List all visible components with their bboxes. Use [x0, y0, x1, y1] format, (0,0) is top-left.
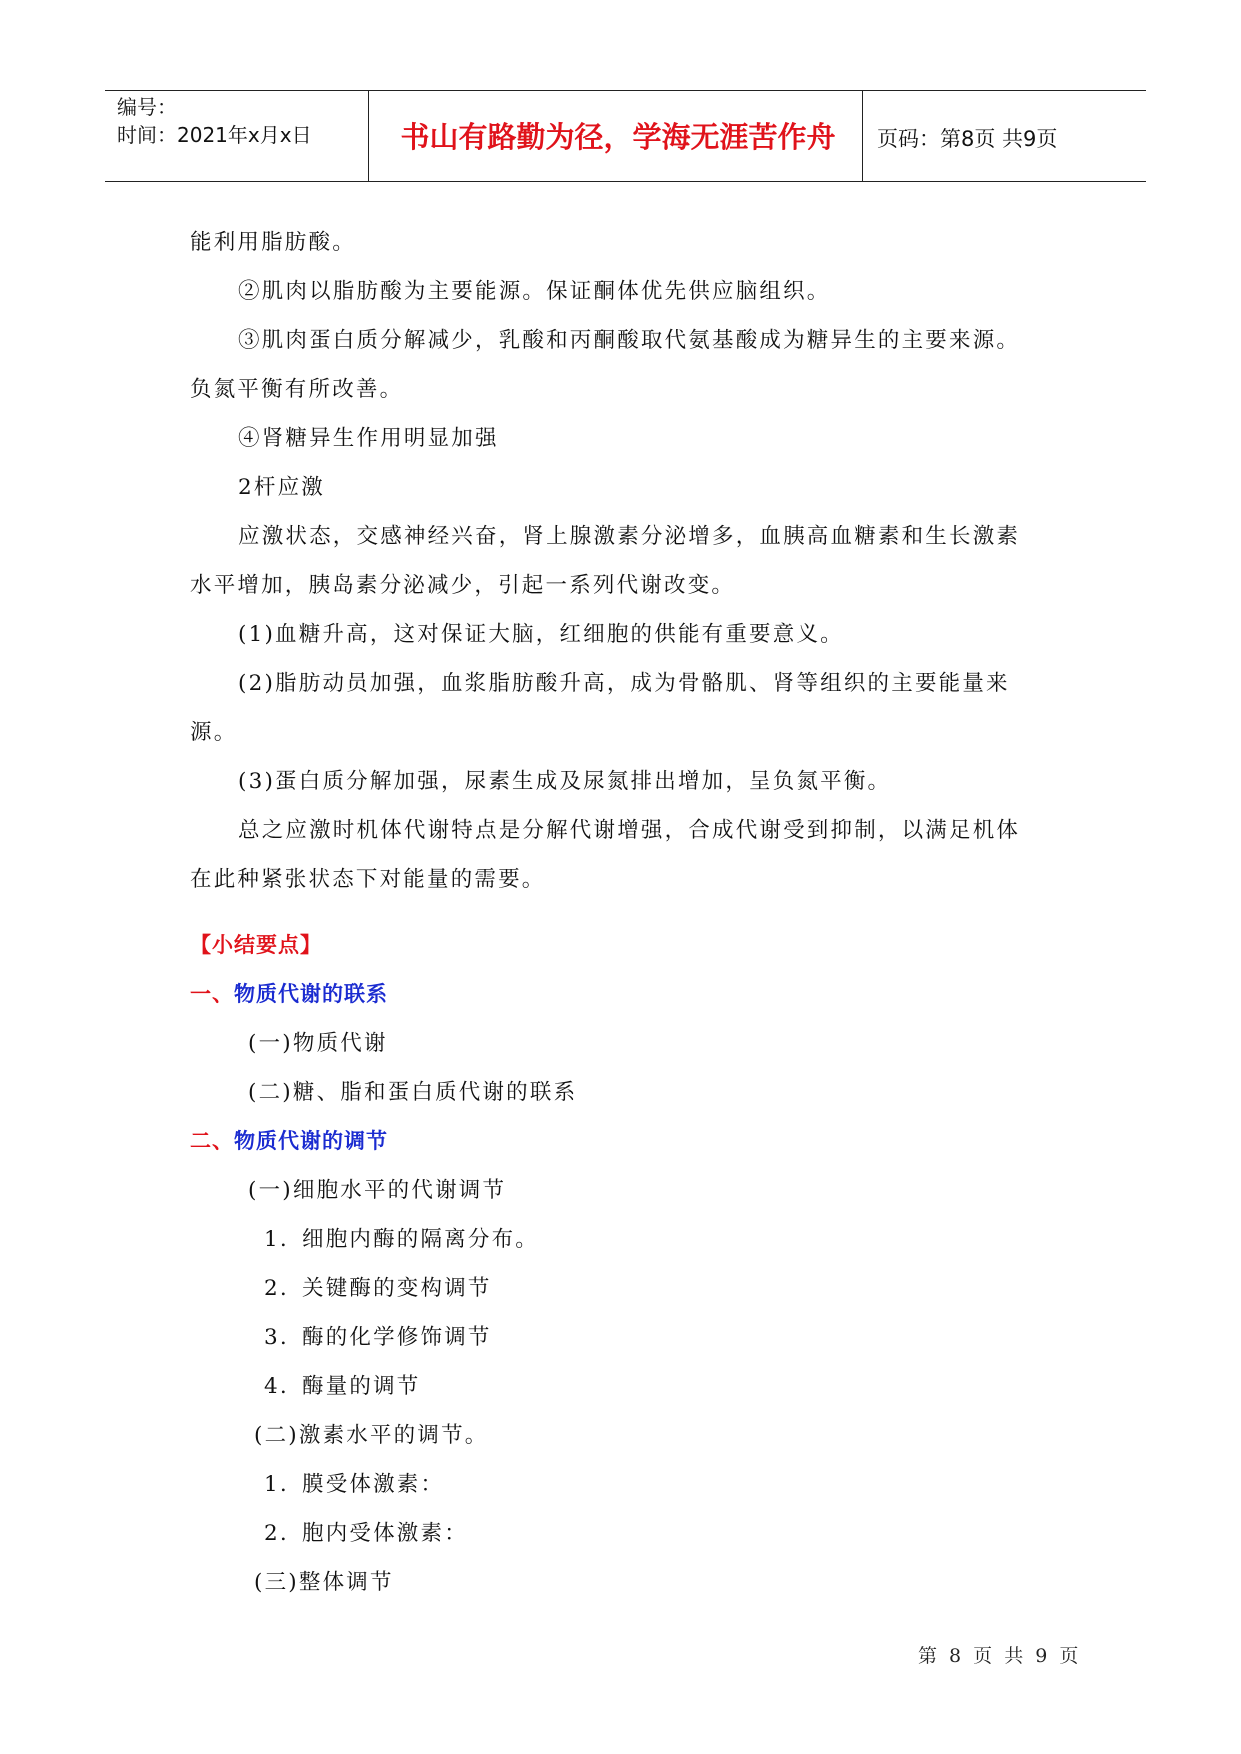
paragraph: (1)血糖升高，这对保证大脑，红细胞的供能有重要意义。 — [238, 622, 844, 647]
item-text: 膜受体激素： — [302, 1472, 445, 1497]
item-number: 2. — [264, 1276, 289, 1301]
list-item: (一)物质代谢 — [248, 1031, 388, 1056]
header-page-label: 页码：第8页 共9页 — [877, 127, 1058, 151]
page-header — [105, 90, 1146, 182]
subheading: 2杆应激 — [238, 475, 325, 500]
section-heading — [190, 1117, 1090, 1166]
summary-section — [190, 921, 1090, 1607]
header-divider — [862, 91, 863, 181]
paragraph: 源。 — [190, 720, 238, 745]
paragraph: (3)蛋白质分解加强，尿素生成及尿氮排出增加，呈负氮平衡。 — [238, 769, 892, 794]
paragraph: 能利用脂肪酸。 — [190, 230, 356, 255]
list-item — [190, 1509, 1090, 1558]
page-footer: 第 8 页 共 9 页 — [918, 1645, 1082, 1667]
body-text — [190, 218, 1090, 904]
item-number: 1. — [264, 1227, 289, 1252]
paragraph: 水平增加，胰岛素分泌减少，引起一系列代谢改变。 — [190, 573, 736, 598]
paragraph: 应激状态，交感神经兴奋，肾上腺激素分泌增多，血胰高血糖素和生长激素 — [238, 524, 1021, 549]
list-item — [190, 1313, 1090, 1362]
list-item — [190, 1264, 1090, 1313]
section-heading — [190, 970, 1090, 1019]
section-title: 物质代谢的调节 — [234, 1129, 388, 1153]
header-motto: 书山有路勤为径，学海无涯苦作舟 — [400, 120, 836, 154]
section-number: 一、 — [190, 982, 234, 1006]
list-item — [190, 1215, 1090, 1264]
section-number: 二、 — [190, 1129, 234, 1153]
paragraph: ②肌肉以脂肪酸为主要能源。保证酮体优先供应脑组织。 — [238, 279, 831, 304]
item-text: 关键酶的变构调节 — [302, 1276, 492, 1301]
paragraph: 总之应激时机体代谢特点是分解代谢增强，合成代谢受到抑制，以满足机体 — [238, 818, 1021, 843]
header-meta — [117, 93, 312, 149]
list-item: (三)整体调节 — [254, 1570, 394, 1595]
item-number: 1. — [264, 1472, 289, 1497]
paragraph: 在此种紧张状态下对能量的需要。 — [190, 867, 546, 892]
item-number: 3. — [264, 1325, 289, 1350]
header-divider — [368, 91, 369, 181]
paragraph: (2)脂肪动员加强，血浆脂肪酸升高，成为骨骼肌、肾等组织的主要能量来 — [238, 671, 1010, 696]
summary-title: 【小结要点】 — [190, 933, 322, 957]
serial-label: 编号： — [117, 95, 177, 119]
paragraph: 负氮平衡有所改善。 — [190, 377, 404, 402]
list-item: (二)激素水平的调节。 — [254, 1423, 489, 1448]
item-number: 2. — [264, 1521, 289, 1546]
list-item — [190, 1460, 1090, 1509]
item-text: 酶量的调节 — [302, 1374, 421, 1399]
list-item: (二)糖、脂和蛋白质代谢的联系 — [248, 1080, 578, 1105]
section-title: 物质代谢的联系 — [234, 982, 388, 1006]
item-text: 细胞内酶的隔离分布。 — [302, 1227, 540, 1252]
item-text: 胞内受体激素： — [302, 1521, 468, 1546]
paragraph: ④肾糖异生作用明显加强 — [238, 426, 499, 451]
item-number: 4. — [264, 1374, 289, 1399]
item-text: 酶的化学修饰调节 — [302, 1325, 492, 1350]
list-item: (一)细胞水平的代谢调节 — [248, 1178, 507, 1203]
paragraph: ③肌肉蛋白质分解减少，乳酸和丙酮酸取代氨基酸成为糖异生的主要来源。 — [238, 328, 1021, 353]
list-item — [190, 1362, 1090, 1411]
time-label: 时间：2021年x月x日 — [117, 123, 312, 147]
